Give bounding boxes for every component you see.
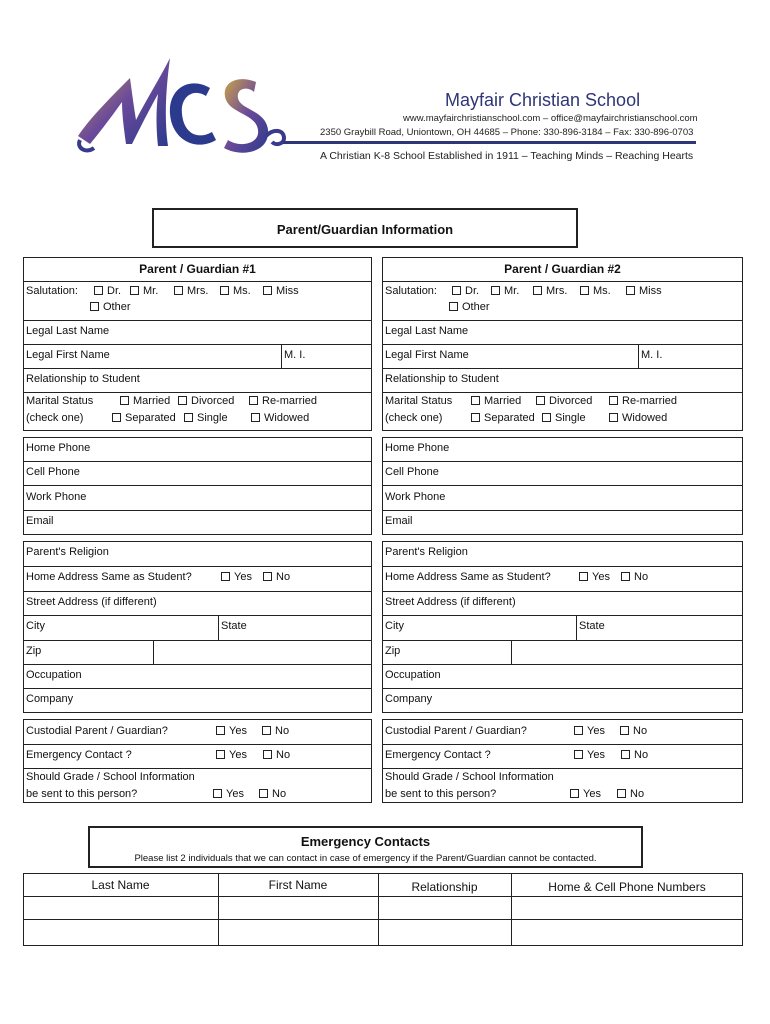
salutation-label: Salutation: bbox=[385, 285, 437, 297]
occupation-field: Occupation bbox=[385, 669, 441, 681]
school-logo bbox=[70, 48, 290, 168]
salutation-option[interactable] bbox=[220, 286, 251, 297]
option-label: Yes bbox=[234, 571, 252, 583]
marital-option[interactable] bbox=[471, 413, 535, 424]
middle-initial-field: M. I. bbox=[284, 349, 306, 361]
option-label: Single bbox=[555, 412, 586, 424]
grade-info-yes[interactable] bbox=[570, 789, 601, 800]
checkbox-icon[interactable] bbox=[94, 286, 103, 295]
option-label: Married bbox=[484, 395, 522, 407]
option-label: Yes bbox=[583, 788, 601, 800]
option-label: Divorced bbox=[549, 395, 593, 407]
salutation-option[interactable] bbox=[626, 286, 662, 297]
checkbox-icon[interactable] bbox=[130, 286, 139, 295]
marital-option[interactable] bbox=[471, 396, 521, 407]
same-address-no[interactable] bbox=[263, 572, 290, 583]
salutation-option[interactable] bbox=[90, 302, 131, 313]
home-phone-field: Home Phone bbox=[385, 442, 450, 454]
checkbox-icon[interactable] bbox=[216, 726, 225, 735]
same-address-yes[interactable] bbox=[221, 572, 252, 583]
column-divider bbox=[153, 640, 154, 664]
checkbox-icon[interactable] bbox=[178, 396, 187, 405]
checkbox-icon[interactable] bbox=[574, 750, 583, 759]
row-divider bbox=[23, 281, 372, 282]
marital-option[interactable] bbox=[249, 396, 317, 407]
option-label: Other bbox=[103, 301, 131, 313]
checkbox-icon[interactable] bbox=[213, 789, 222, 798]
zip-field: Zip bbox=[385, 645, 401, 657]
emergency-yes[interactable] bbox=[216, 750, 247, 761]
checkbox-icon[interactable] bbox=[617, 789, 626, 798]
column-divider bbox=[576, 615, 577, 640]
option-label: Mr. bbox=[143, 285, 159, 297]
checkbox-icon[interactable] bbox=[452, 286, 461, 295]
marital-option[interactable] bbox=[609, 413, 667, 424]
option-label: No bbox=[276, 571, 291, 583]
marital-option[interactable] bbox=[178, 396, 234, 407]
relationship-field: Relationship to Student bbox=[385, 373, 499, 385]
contact-line: www.mayfairchristianschool.com – office@mayfairchristianschool.com bbox=[403, 113, 698, 124]
same-address-label: Home Address Same as Student? bbox=[26, 571, 192, 583]
row-divider bbox=[23, 768, 372, 769]
checkbox-icon[interactable] bbox=[536, 396, 545, 405]
salutation-option[interactable] bbox=[94, 286, 121, 297]
middle-initial-field: M. I. bbox=[641, 349, 663, 361]
emergency-yes[interactable] bbox=[574, 750, 605, 761]
row-divider bbox=[382, 744, 743, 745]
row-divider bbox=[23, 744, 372, 745]
occupation-field: Occupation bbox=[26, 669, 82, 681]
option-label: Re-married bbox=[622, 395, 678, 407]
marital-option[interactable] bbox=[542, 413, 586, 424]
logo-text: MCS bbox=[70, 48, 73, 49]
row-divider bbox=[23, 510, 372, 511]
salutation-option[interactable] bbox=[263, 286, 299, 297]
checkbox-icon[interactable] bbox=[621, 572, 630, 581]
custodial-label: Custodial Parent / Guardian? bbox=[385, 725, 527, 737]
option-label: Dr. bbox=[107, 285, 122, 297]
option-label: No bbox=[276, 749, 291, 761]
religion-field: Parent's Religion bbox=[26, 546, 109, 558]
row-divider bbox=[382, 768, 743, 769]
col-phone-numbers: Home & Cell Phone Numbers bbox=[548, 880, 706, 894]
checkbox-icon[interactable] bbox=[263, 286, 272, 295]
option-label: Yes bbox=[229, 725, 247, 737]
option-label: No bbox=[630, 788, 645, 800]
marital-check-one: (check one) bbox=[26, 412, 84, 424]
email-field: Email bbox=[26, 515, 54, 527]
legal-first-name-field: Legal First Name bbox=[385, 349, 469, 361]
col-relationship: Relationship bbox=[411, 880, 478, 894]
row-divider bbox=[382, 368, 743, 369]
column-divider bbox=[218, 615, 219, 640]
column-divider bbox=[511, 640, 512, 664]
option-label: Yes bbox=[587, 725, 605, 737]
option-label: Separated bbox=[484, 412, 535, 424]
option-label: Single bbox=[197, 412, 228, 424]
home-phone-field: Home Phone bbox=[26, 442, 91, 454]
row-divider bbox=[23, 591, 372, 592]
row-divider bbox=[23, 615, 372, 616]
grade-info-label-2: be sent to this person? bbox=[26, 788, 138, 800]
guardian-header: Parent / Guardian #2 bbox=[504, 262, 621, 276]
row-divider bbox=[382, 320, 743, 321]
same-address-no[interactable] bbox=[621, 572, 648, 583]
row-divider bbox=[382, 640, 743, 641]
salutation-option[interactable] bbox=[580, 286, 611, 297]
custodial-label: Custodial Parent / Guardian? bbox=[26, 725, 168, 737]
checkbox-icon[interactable] bbox=[471, 396, 480, 405]
legal-last-name-field: Legal Last Name bbox=[26, 325, 110, 337]
cell-phone-field: Cell Phone bbox=[385, 466, 439, 478]
row-divider bbox=[382, 591, 743, 592]
option-label: Widowed bbox=[622, 412, 668, 424]
option-label: Miss bbox=[276, 285, 299, 297]
school-name: Mayfair Christian School bbox=[445, 90, 641, 110]
grade-info-yes[interactable] bbox=[213, 789, 244, 800]
salutation-option[interactable] bbox=[449, 302, 490, 313]
checkbox-icon[interactable] bbox=[533, 286, 542, 295]
row-divider bbox=[382, 344, 743, 345]
column-divider bbox=[638, 344, 639, 368]
section-title: Parent/Guardian Information bbox=[276, 222, 454, 237]
row-divider bbox=[23, 320, 372, 321]
checkbox-icon[interactable] bbox=[579, 572, 588, 581]
row-divider bbox=[23, 368, 372, 369]
option-label: Yes bbox=[592, 571, 610, 583]
option-label: Ms. bbox=[233, 285, 251, 297]
guardian-header: Parent / Guardian #1 bbox=[139, 262, 256, 276]
option-label: Dr. bbox=[465, 285, 480, 297]
option-label: Other bbox=[462, 301, 490, 313]
row-divider bbox=[23, 344, 372, 345]
option-label: No bbox=[634, 749, 649, 761]
checkbox-icon[interactable] bbox=[491, 286, 500, 295]
cell-phone-field: Cell Phone bbox=[26, 466, 80, 478]
grade-info-no[interactable] bbox=[617, 789, 644, 800]
checkbox-icon[interactable] bbox=[570, 789, 579, 798]
email-field: Email bbox=[385, 515, 413, 527]
state-field: State bbox=[579, 620, 605, 632]
same-address-label: Home Address Same as Student? bbox=[385, 571, 551, 583]
row-divider bbox=[382, 615, 743, 616]
marital-option[interactable] bbox=[112, 413, 176, 424]
checkbox-icon[interactable] bbox=[542, 413, 551, 422]
marital-status-label: Marital Status bbox=[26, 395, 94, 407]
emergency-contact-label: Emergency Contact ? bbox=[26, 749, 132, 761]
zip-field: Zip bbox=[26, 645, 42, 657]
emergency-note: Please list 2 individuals that we can contact in case of emergency if the Parent/Guardian cannot be contacted. bbox=[134, 853, 597, 864]
salutation-option[interactable] bbox=[174, 286, 208, 297]
custodial-no[interactable] bbox=[262, 726, 289, 737]
row-divider bbox=[23, 688, 372, 689]
checkbox-icon[interactable] bbox=[251, 413, 260, 422]
row-divider bbox=[382, 485, 743, 486]
option-label: Yes bbox=[229, 749, 247, 761]
option-label: Miss bbox=[639, 285, 662, 297]
marital-status-label: Marital Status bbox=[385, 395, 453, 407]
col-last-name: Last Name bbox=[91, 878, 150, 892]
company-field: Company bbox=[26, 693, 74, 705]
work-phone-field: Work Phone bbox=[26, 491, 87, 503]
checkbox-icon[interactable] bbox=[184, 413, 193, 422]
custodial-no[interactable] bbox=[620, 726, 647, 737]
option-label: Ms. bbox=[593, 285, 611, 297]
custodial-yes[interactable] bbox=[216, 726, 247, 737]
row-divider bbox=[23, 485, 372, 486]
row-divider bbox=[382, 664, 743, 665]
option-label: Yes bbox=[226, 788, 244, 800]
column-divider bbox=[281, 344, 282, 368]
option-label: No bbox=[634, 571, 649, 583]
salutation-label: Salutation: bbox=[26, 285, 78, 297]
emergency-no[interactable] bbox=[263, 750, 290, 761]
checkbox-icon[interactable] bbox=[609, 413, 618, 422]
salutation-option[interactable] bbox=[452, 286, 479, 297]
checkbox-icon[interactable] bbox=[262, 726, 271, 735]
option-label: No bbox=[275, 725, 290, 737]
row-divider bbox=[382, 510, 743, 511]
row-divider bbox=[382, 392, 743, 393]
same-address-yes[interactable] bbox=[579, 572, 610, 583]
option-label: No bbox=[272, 788, 287, 800]
checkbox-icon[interactable] bbox=[580, 286, 589, 295]
emergency-row-1-input[interactable] bbox=[24, 897, 742, 918]
grade-info-label-2: be sent to this person? bbox=[385, 788, 497, 800]
salutation-option[interactable] bbox=[533, 286, 567, 297]
checkbox-icon[interactable] bbox=[216, 750, 225, 759]
checkbox-icon[interactable] bbox=[263, 572, 272, 581]
checkbox-icon[interactable] bbox=[174, 286, 183, 295]
street-address-field: Street Address (if different) bbox=[385, 596, 516, 608]
row-divider bbox=[382, 461, 743, 462]
checkbox-icon[interactable] bbox=[574, 726, 583, 735]
marital-option[interactable] bbox=[251, 413, 309, 424]
option-label: Widowed bbox=[264, 412, 310, 424]
work-phone-field: Work Phone bbox=[385, 491, 446, 503]
checkbox-icon[interactable] bbox=[220, 286, 229, 295]
city-field: City bbox=[385, 620, 404, 632]
checkbox-icon[interactable] bbox=[449, 302, 458, 311]
grade-info-no[interactable] bbox=[259, 789, 286, 800]
marital-option[interactable] bbox=[184, 413, 228, 424]
legal-last-name-field: Legal Last Name bbox=[385, 325, 469, 337]
street-address-field: Street Address (if different) bbox=[26, 596, 157, 608]
marital-option[interactable] bbox=[120, 396, 170, 407]
mcs-logo-icon bbox=[70, 48, 290, 168]
tagline: A Christian K-8 School Established in 1911 – Teaching Minds – Reaching Hearts bbox=[320, 150, 694, 162]
option-label: Re-married bbox=[262, 395, 318, 407]
checkbox-icon[interactable] bbox=[249, 396, 258, 405]
grade-info-label: Should Grade / School Information bbox=[26, 771, 195, 783]
option-label: Mr. bbox=[504, 285, 520, 297]
option-label: Yes bbox=[587, 749, 605, 761]
row-divider bbox=[23, 566, 372, 567]
address-line: 2350 Graybill Road, Uniontown, OH 44685 – Phone: 330-896-3184 – Fax: 330-896-0703 bbox=[320, 127, 694, 138]
emergency-title: Emergency Contacts bbox=[300, 834, 431, 849]
row-divider bbox=[382, 688, 743, 689]
checkbox-icon[interactable] bbox=[120, 396, 129, 405]
option-label: Married bbox=[133, 395, 171, 407]
row-divider bbox=[23, 664, 372, 665]
religion-field: Parent's Religion bbox=[385, 546, 468, 558]
checkbox-icon[interactable] bbox=[90, 302, 99, 311]
salutation-option[interactable] bbox=[491, 286, 519, 297]
emergency-no[interactable] bbox=[621, 750, 648, 761]
option-label: Divorced bbox=[191, 395, 235, 407]
row-divider bbox=[23, 640, 372, 641]
state-field: State bbox=[221, 620, 247, 632]
marital-check-one: (check one) bbox=[385, 412, 443, 424]
checkbox-icon[interactable] bbox=[221, 572, 230, 581]
custodial-yes[interactable] bbox=[574, 726, 605, 737]
salutation-option[interactable] bbox=[130, 286, 158, 297]
row-divider bbox=[23, 392, 372, 393]
checkbox-icon[interactable] bbox=[626, 286, 635, 295]
col-first-name: First Name bbox=[268, 878, 328, 892]
emergency-contact-label: Emergency Contact ? bbox=[385, 749, 491, 761]
relationship-field: Relationship to Student bbox=[26, 373, 140, 385]
marital-option[interactable] bbox=[536, 396, 592, 407]
company-field: Company bbox=[385, 693, 433, 705]
checkbox-icon[interactable] bbox=[263, 750, 272, 759]
row-divider bbox=[382, 566, 743, 567]
checkbox-icon[interactable] bbox=[621, 750, 630, 759]
row-divider bbox=[23, 461, 372, 462]
option-label: No bbox=[633, 725, 648, 737]
checkbox-icon[interactable] bbox=[112, 413, 121, 422]
marital-option[interactable] bbox=[609, 396, 677, 407]
emergency-row-2-input[interactable] bbox=[24, 920, 742, 945]
option-label: Mrs. bbox=[546, 285, 568, 297]
row-divider bbox=[382, 281, 743, 282]
checkbox-icon[interactable] bbox=[471, 413, 480, 422]
option-label: Separated bbox=[125, 412, 176, 424]
city-field: City bbox=[26, 620, 45, 632]
checkbox-icon[interactable] bbox=[259, 789, 268, 798]
grade-info-label: Should Grade / School Information bbox=[385, 771, 554, 783]
checkbox-icon[interactable] bbox=[620, 726, 629, 735]
checkbox-icon[interactable] bbox=[609, 396, 618, 405]
option-label: Mrs. bbox=[187, 285, 209, 297]
legal-first-name-field: Legal First Name bbox=[26, 349, 110, 361]
letterhead-rule bbox=[283, 141, 696, 144]
